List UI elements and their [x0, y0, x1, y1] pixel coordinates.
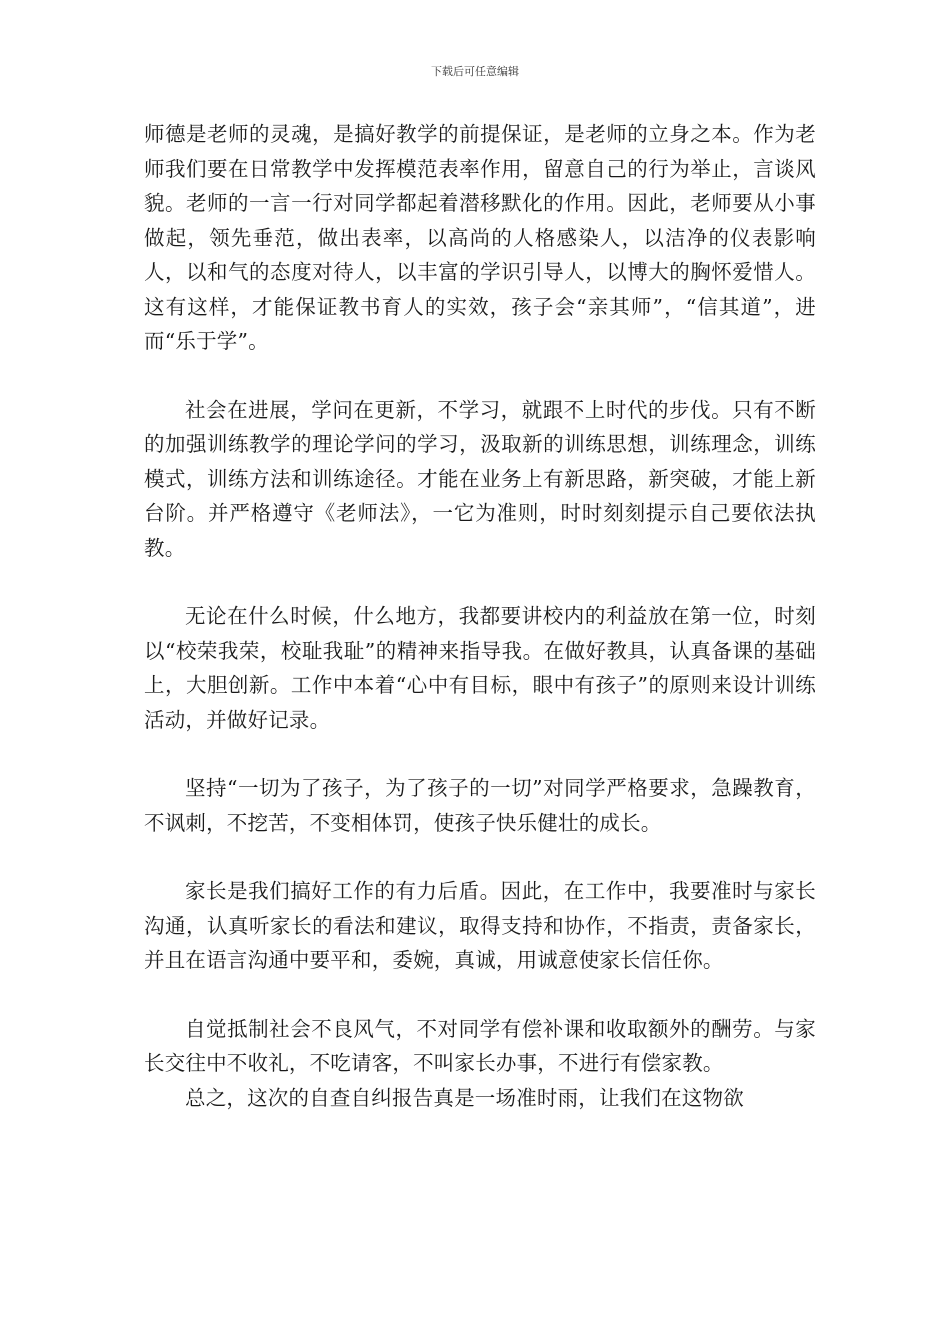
paragraph-3: 无论在什么时候，什么地方，我都要讲校内的利益放在第一位，时刻以“校荣我荣，校耻我耻”的精神来指导我。在做好教具，认真备课的基础上，大胆创新。工作中本着“心中有目标，眼中有孩子”的原则来设计训练活动，并做好记录。: [144, 604, 816, 732]
document-body: [144, 117, 816, 1115]
paragraph-gap: [144, 978, 816, 1012]
paragraph-gap: [144, 565, 816, 599]
paragraph-2: 社会在进展，学问在更新，不学习，就跟不上时代的步伐。只有不断的加强训练教学的理论学问的学习，汲取新的训练思想，训练理念，训练模式，训练方法和训练途径。才能在业务上有新思路，新突破，才能上新台阶。并严格遵守《老师法》，一它为准则，时时刻刻提示自己要依法执教。: [144, 397, 816, 560]
paragraph-7: 总之，这次的自查自纠报告真是一场准时雨，让我们在这物欲: [185, 1085, 744, 1110]
page-header: 下载后可任意编辑: [431, 65, 519, 78]
paragraph-5: 家长是我们搞好工作的有力后盾。因此，在工作中，我要准时与家长沟通，认真听家长的看法和建议，取得支持和协作，不指责，责备家长，并且在语言沟通中要平和，委婉，真诚，用诚意使家长信任你。: [144, 879, 816, 972]
paragraph-gap: [144, 840, 816, 874]
paragraph-6: 自觉抵制社会不良风气，不对同学有偿补课和收取额外的酬劳。与家长交往中不收礼，不吃请客，不叫家长办事，不进行有偿家教。: [144, 1016, 816, 1075]
paragraph-gap: [144, 737, 816, 771]
paragraph-gap: [144, 359, 816, 393]
paragraph-4: 坚持“一切为了孩子，为了孩子的一切”对同学严格要求，急躁教育，不讽刺，不挖苦，不变相体罚，使孩子快乐健壮的成长。: [144, 776, 816, 835]
paragraph-1: 师德是老师的灵魂，是搞好教学的前提保证，是老师的立身之本。作为老师我们要在日常教学中发挥模范表率作用，留意自己的行为举止，言谈风貌。老师的一言一行对同学都起着潜移默化的作用。因此，老师要从小事做起，领先垂范，做出表率，以高尚的人格感染人，以洁净的仪表影响人，以和气的态度对待人，以丰富的学识引导人，以博大的胸怀爱惜人。这有这样，才能保证教书育人的实效，孩子会“亲其师”，“信其道”，进而“乐于学”。: [144, 122, 816, 353]
